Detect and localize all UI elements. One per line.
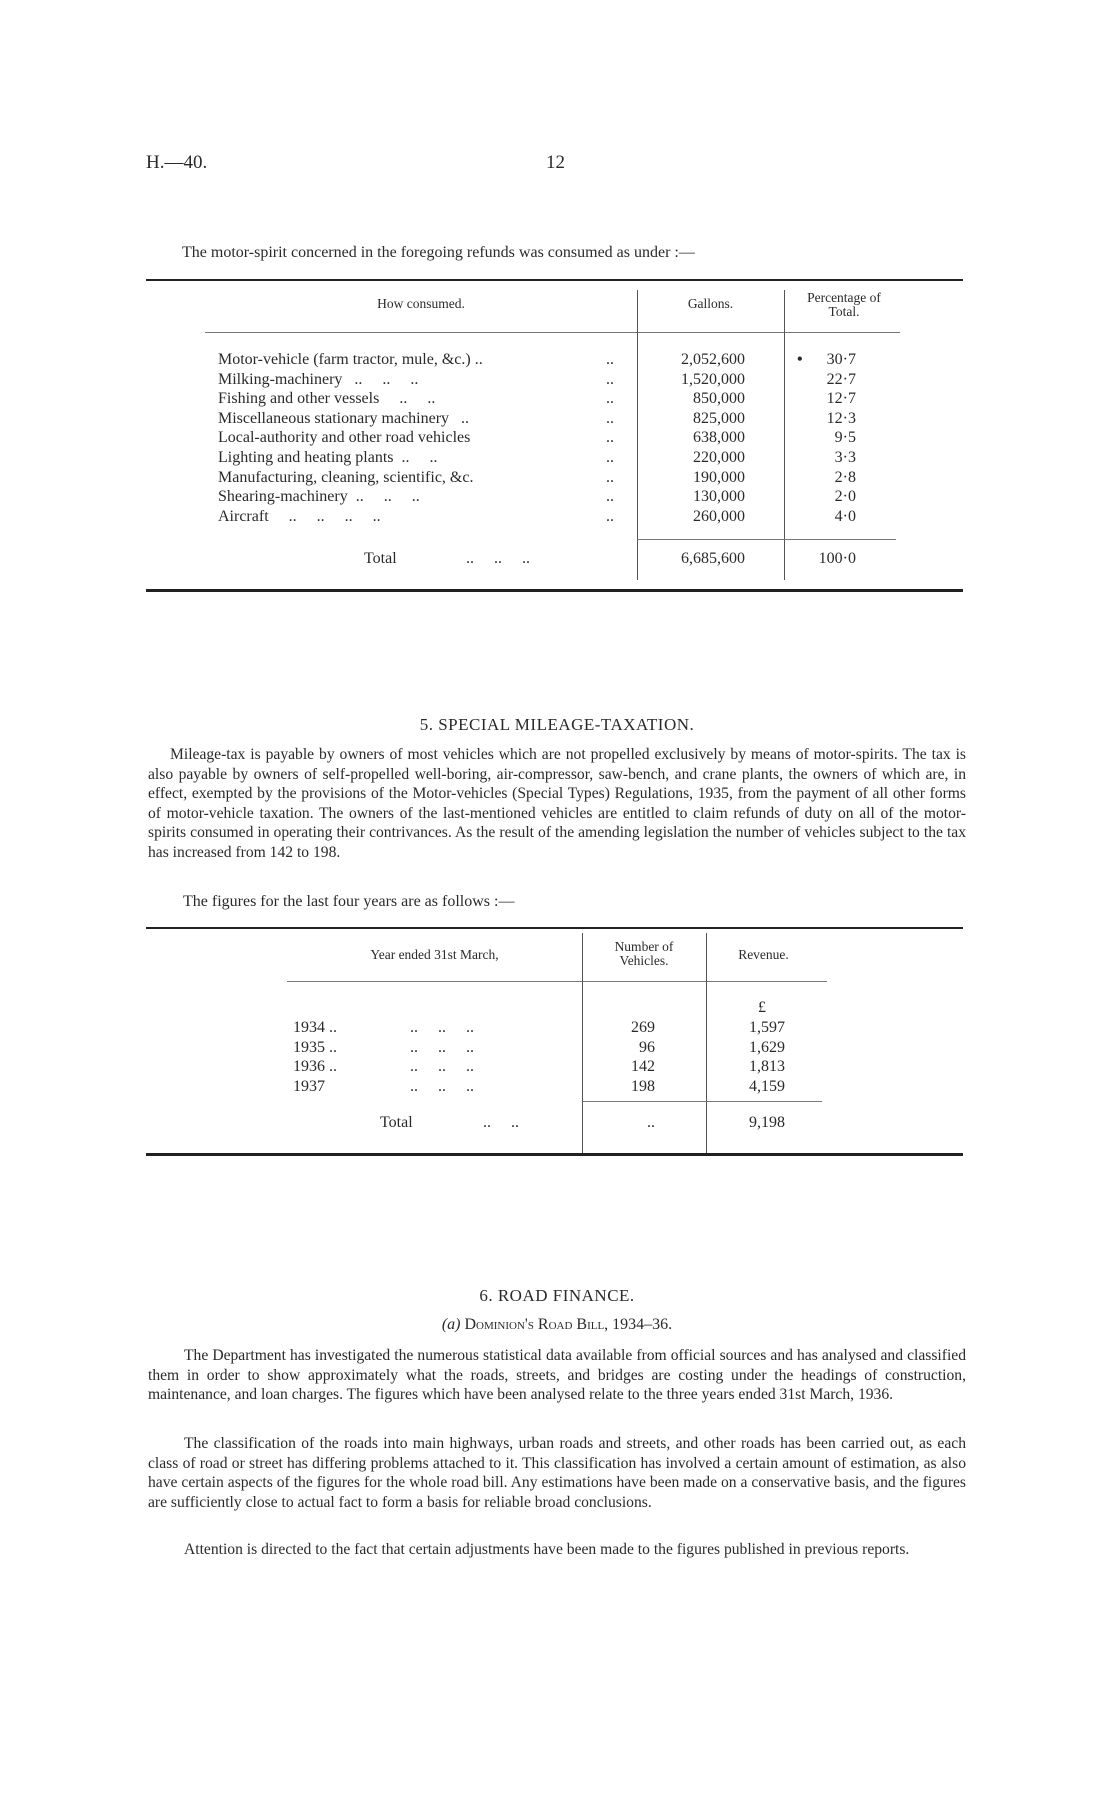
page-number: 12 [546,152,565,173]
mileage-tax-paragraph: Mileage-tax is payable by owners of most vehicles which are not propelled exclusively by means of motor-spirits. The tax is also payable by owners of self-propelled well-boring, air-compressor, saw-bench, and crane plants, the owners of which are, in effect, exempted by the provisions of the Motor-vehicles (Special Types) Regulations, 1935, from the payment of all other forms of motor-vehicle taxation. The owners of the last-mentioned vehicles are entitled to claim refunds of duty on all of the motor-spirits consumed in operating their contrivances. As the result of the amending legislation the number of vehicles subject to the tax has increased from 142 to 198. [148,746,966,861]
table-row: 1935 .. .. .. .. 96 1,629 [293,1038,785,1056]
refunds-rows [0,350,1114,526]
table-total-row: Total .. .. .. 9,198 [380,1114,785,1131]
table-row: Manufacturing, cleaning, scientific, &c. .. 190,000 2·8 [218,468,856,486]
road-finance-paragraph-3: Attention is directed to the fact that certain adjustments have been made to the figures published in previous reports. [184,1541,910,1558]
total-rule [637,539,896,540]
section-heading-road-finance: 6. ROAD FINANCE. [479,1286,635,1305]
table-row: Aircraft .. .. .. .. .. 260,000 4·0 [218,507,856,525]
total-rule [582,1101,822,1102]
table-row: Shearing-machinery .. .. .. .. 130,000 2·0 [218,488,856,506]
table-top-rule [146,927,963,929]
col-header-revenue: Revenue. [738,947,789,962]
road-finance-paragraph-2: The classification of the roads into main highways, urban roads and streets, and other roads has been carried out, as each class of road or street has differing problems attached to it. This classification has involved a certain amount of estimation, as also have certain aspects of the figures for the whole road bill. Any estimations have been made on a conservative basis, and the figures are sufficiently close to actual fact to form a basis for reliable broad conclusions. [148,1435,966,1511]
table-total-row: Total .. .. .. 6,685,600 100·0 [364,550,856,567]
section-heading-mileage-taxation: 5. SPECIAL MILEAGE-TAXATION. [419,715,695,734]
table-row: Fishing and other vessels .. .. .. 850,000 12·7 [218,390,856,408]
currency-symbol: £ [758,999,766,1016]
table-row: Motor-vehicle (farm tractor, mule, &c.) .. .. 2,052,600 • 30·7 [218,351,856,368]
road-finance-paragraph-1: The Department has investigated the numerous statistical data available from official sources and has analysed and classified them in order to show approximately what the roads, streets, and bridges are costing under the headings of construction, maintenance, and loan charges. The figures which have been analysed relate to the three years ended 31st March, 1936. [148,1347,966,1403]
table-bottom-rule [146,1153,963,1156]
header-underline [287,981,827,982]
table-row: Milking-machinery .. .. .. .. 1,520,000 22·7 [218,370,856,388]
table-row: 1936 .. .. .. .. 142 1,813 [293,1058,785,1075]
col-header-vehicles: Number of Vehicles. [614,939,674,968]
header-underline [205,332,900,333]
col-header-gallons: Gallons. [687,296,734,311]
mileage-rows [0,1018,1114,1096]
table-row: Miscellaneous stationary machinery .. .. 825,000 12·3 [218,409,856,427]
table-row: Local-authority and other road vehicles .. 638,000 9·5 [218,429,856,447]
table-bottom-rule [146,589,963,592]
col-header-how-consumed: How consumed. [377,296,465,311]
subsection-heading-road-bill: (a) Dominion's Road Bill, 1934–36. [441,1316,673,1333]
table-row: Lighting and heating plants .. .. .. 220,000 3·3 [218,448,856,466]
col-header-percentage: Percentage of Total. [807,290,881,319]
document-reference: H.—40. [146,152,208,173]
mileage-figures-intro: The figures for the last four years are as follows :— [183,893,515,910]
table-row: 1934 .. .. .. .. 269 1,597 [293,1019,785,1036]
table-top-rule [146,279,963,281]
table-row: 1937 .. .. .. 198 4,159 [293,1077,785,1095]
refunds-intro: The motor-spirit concerned in the foregoing refunds was consumed as under :— [182,244,695,261]
col-header-year: Year ended 31st March, [370,947,499,962]
